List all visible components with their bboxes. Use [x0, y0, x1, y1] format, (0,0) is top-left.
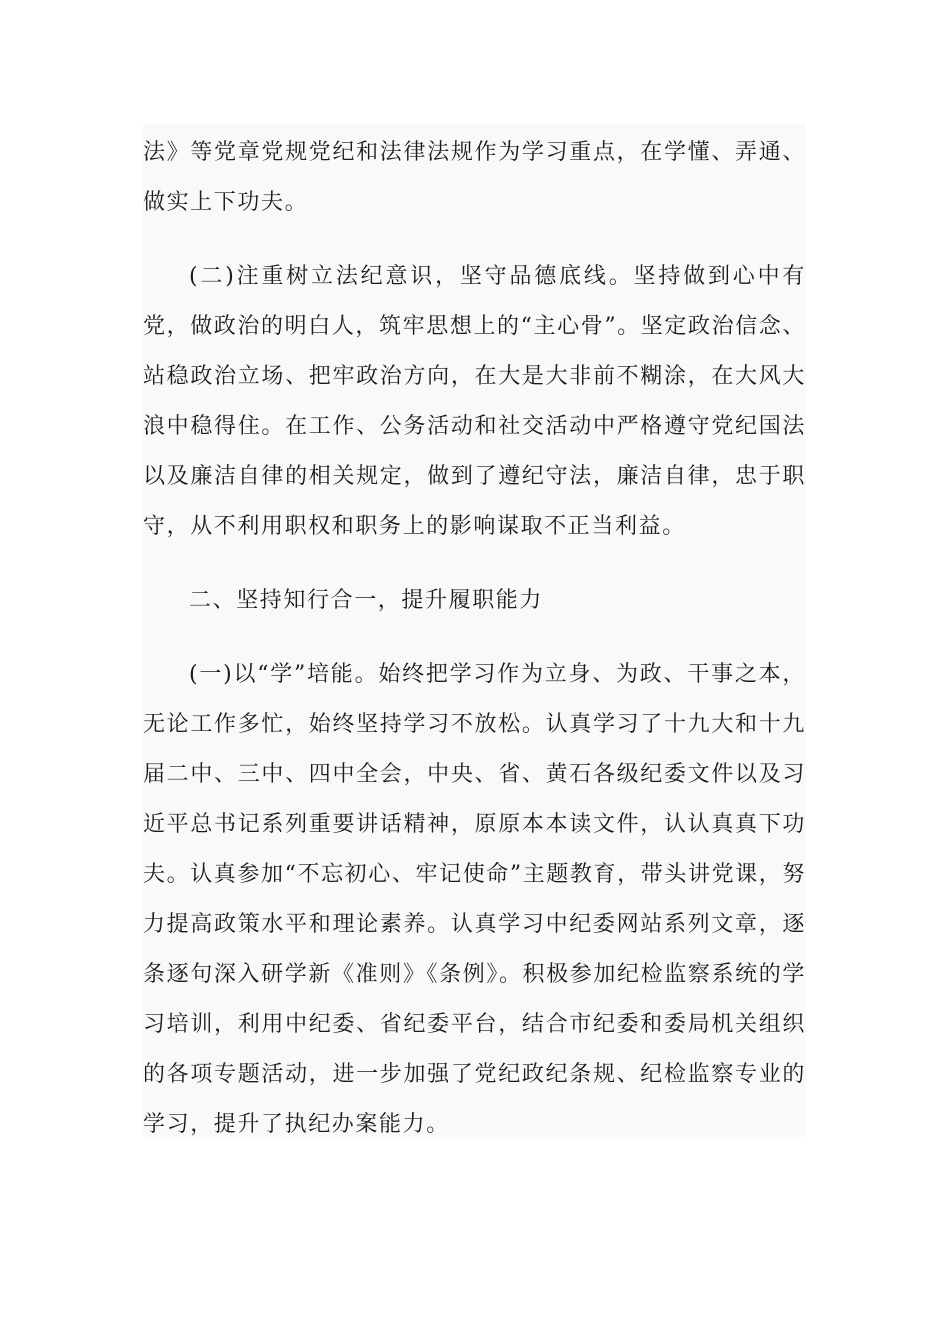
paragraph-section-1-learning: (一)以“学”培能。始终把学习作为立身、为政、干事之本，无论工作多忙，始终坚持学习不放松。认真学习了十九大和十九届二中、三中、四中全会，中央、省、黄石各级纪委文件以及习近平总书记系列重要讲话精神，原原本本读文件，认认真真下功夫。认真参加“不忘初心、牢记使命”主题教育，带头讲党课，努力提高政策水平和理论素养。认真学习中纪委网站系列文章，逐条逐句深入研学新《准则》《条例》。积极参加纪检监察系统的学习培训，利用中纪委、省纪委平台，结合市纪委和委局机关组织的各项专题活动，进一步加强了党纪政纪条规、纪检监察专业的学习，提升了执纪办案能力。 — [143, 662, 806, 1137]
paragraph-section-2: (二)注重树立法纪意识，坚守品德底线。坚持做到心中有党，做政治的明白人，筑牢思想上的“主心骨”。坚定政治信念、站稳政治立场、把牢政治方向，在大是大非前不糊涂，在大风大浪中稳得住。在工作、公务活动和社交活动中严格遵守党纪国法以及廉洁自律的相关规定，做到了遵纪守法，廉洁自律，忠于职守，从不利用职权和职务上的影响谋取不正当利益。 — [143, 264, 806, 539]
heading-section-two: 二、坚持知行合一，提升履职能力 — [189, 588, 544, 613]
document-text-block — [143, 124, 806, 1137]
paragraph-continuation: 法》等党章党规党纪和法律法规作为学习重点，在学懂、弄通、做实上下功夫。 — [143, 140, 806, 215]
